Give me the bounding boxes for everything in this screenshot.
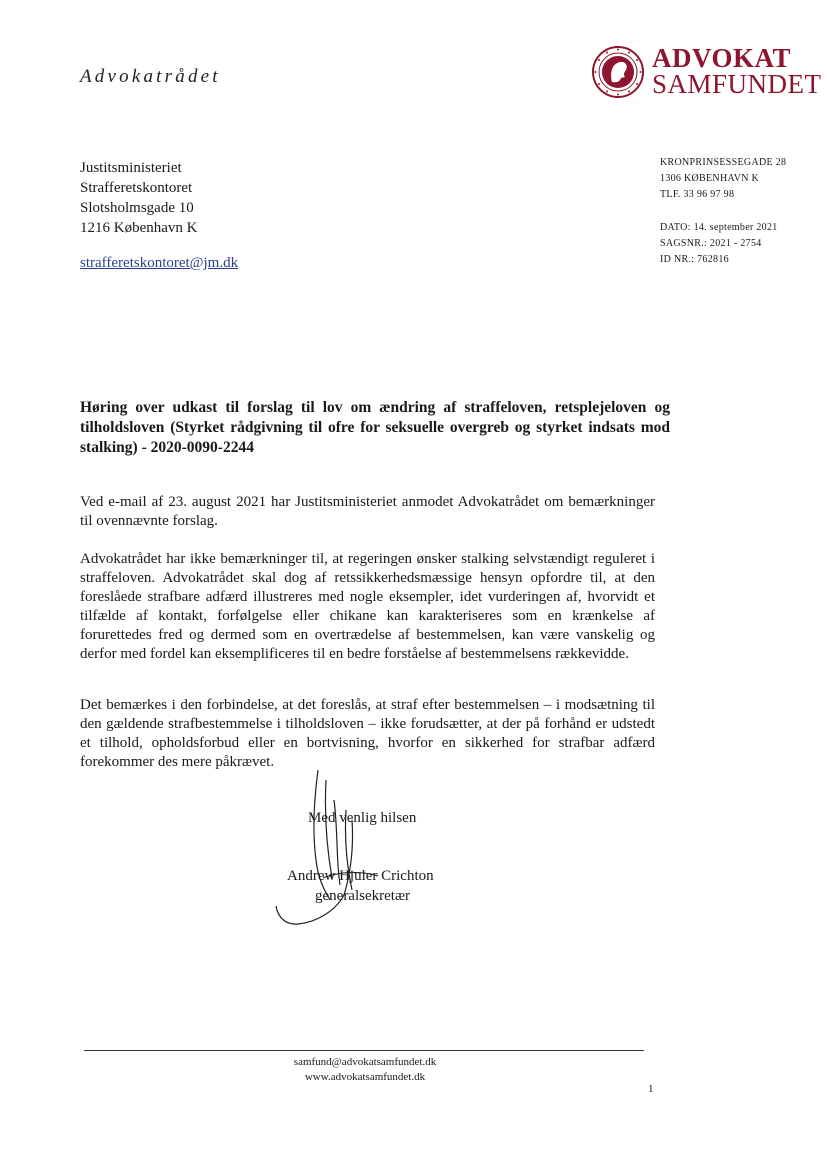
letter-date: DATO: 14. september 2021	[660, 222, 778, 233]
org-name: Advokatrådet	[80, 66, 221, 87]
advokatsamfundet-logo	[590, 40, 822, 110]
recipient-line: Justitsministeriet	[80, 160, 182, 176]
sender-phone: TLF. 33 96 97 98	[660, 189, 735, 200]
seal-icon	[590, 44, 646, 100]
sender-street: KRONPRINSESSEGADE 28	[660, 157, 787, 168]
logo-word-advokat: ADVOKAT	[652, 43, 791, 73]
footer-website[interactable]: www.advokatsamfundet.dk	[304, 1071, 426, 1083]
sender-city: 1306 KØBENHAVN K	[660, 173, 760, 184]
signer-title: generalsekretær	[315, 888, 410, 904]
letter-subject: Høring over udkast til forslag til lov om ændring af straffeloven, retsplejeloven og tilholdsloven (Styrket rådgivning til ofre for seksuelle overgreb og styrket indsats mod stalking) - 2020-0090-2244	[80, 399, 670, 456]
signer-name: Andrew Hjuler Crichton	[287, 868, 434, 884]
body-paragraph-1: Ved e-mail af 23. august 2021 har Justitsministeriet anmodet Advokatrådet om bemærkninger til ovennævnte forslag.	[80, 494, 655, 529]
recipient-line: Strafferetskontoret	[80, 180, 193, 196]
logo-word-samfundet: SAMFUNDET	[652, 69, 822, 99]
footer	[200, 1055, 530, 1085]
recipient-line: 1216 København K	[80, 220, 198, 236]
footer-email[interactable]: samfund@advokatsamfundet.dk	[293, 1056, 437, 1068]
case-number: SAGSNR.: 2021 - 2754	[660, 238, 762, 249]
recipient-address	[80, 158, 197, 238]
letter-meta	[660, 220, 778, 268]
page-number: 1	[648, 1083, 654, 1095]
sender-address	[660, 155, 786, 203]
footer-divider	[84, 1050, 644, 1051]
recipient-email-link[interactable]: strafferetskontoret@jm.dk	[80, 255, 239, 271]
body-paragraph-2: Advokatrådet har ikke bemærkninger til, at regeringen ønsker stalking selvstændigt reguleret i straffeloven. Advokatrådet skal dog af retssikkerhedsmæssige hensyn opfordre til, at den foreslåede strafbare adfærd illustreres med nogle eksempler, idet vurderingen af, hvorvidt et tilfælde af kontakt, forfølgelse eller chikane kan karakteriseres som en krænkelse af forurettedes fred og dermed som en overtrædelse af bestemmelsen, kan være vanskelig og derfor med fordel kan eksemplificeres til en bedre forståelse af bestemmelsens rækkevidde.	[80, 551, 655, 662]
closing-phrase: Med venlig hilsen	[308, 810, 417, 826]
id-number: ID NR.: 762816	[660, 254, 729, 265]
body-paragraph-3: Det bemærkes i den forbindelse, at det foreslås, at straf efter bestemmelsen – i modsætning til den gældende strafbestemmelse i tilholdsloven – ikke forudsætter, at der på forhånd er udstedt et tilhold, opholdsforbud eller en bortvisning, hvorfor en sikkerhed for strafbar adfærd forekommer des mere påkrævet.	[80, 697, 655, 770]
recipient-line: Slotsholmsgade 10	[80, 200, 194, 216]
